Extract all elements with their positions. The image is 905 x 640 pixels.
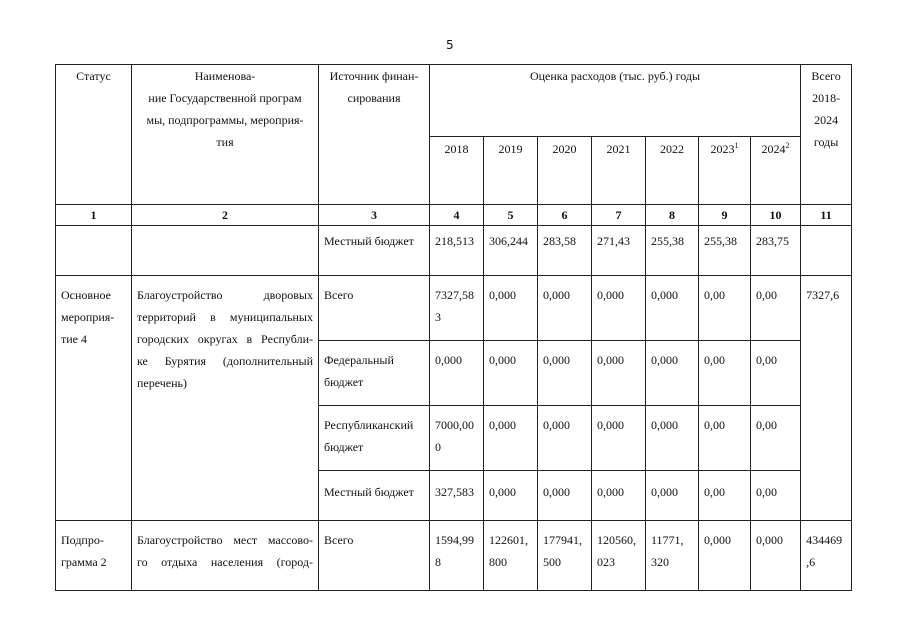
value-cell: 255,38	[699, 226, 751, 276]
subprogram2-total: 434469 ,6	[801, 521, 852, 591]
event4-status: Основное мероприя- тие 4	[56, 276, 132, 521]
value-cell: 327,583	[430, 471, 484, 521]
value-cell: 0,000	[592, 471, 646, 521]
value-cell: 0,00	[751, 341, 801, 406]
value-cell: 0,00	[751, 406, 801, 471]
value-cell: 7327,58 3	[430, 276, 484, 341]
value-cell: 271,43	[592, 226, 646, 276]
value-cell: 0,000	[538, 406, 592, 471]
year-2022: 2022	[646, 137, 699, 205]
value-cell: 0,000	[484, 471, 538, 521]
col-num: 7	[592, 205, 646, 226]
year-2024: 2024$^2$	[751, 137, 801, 205]
value-cell: 0,000	[484, 406, 538, 471]
page-number: 5	[446, 38, 454, 52]
value-cell: 0,00	[751, 471, 801, 521]
header-row	[56, 65, 852, 137]
value-cell: 0,000	[430, 341, 484, 406]
value-cell: 0,000	[646, 341, 699, 406]
col-num: 9	[699, 205, 751, 226]
year-2019: 2019	[484, 137, 538, 205]
value-cell: 0,00	[699, 406, 751, 471]
value-cell: 0,000	[538, 341, 592, 406]
value-cell: 7000,00 0	[430, 406, 484, 471]
year-2021: 2021	[592, 137, 646, 205]
source-cell: Федеральный бюджет	[319, 341, 430, 406]
value-cell: 0,000	[646, 406, 699, 471]
source-cell: Местный бюджет	[319, 471, 430, 521]
col-num: 5	[484, 205, 538, 226]
value-cell: 0,00	[699, 341, 751, 406]
value-cell: 0,00	[699, 276, 751, 341]
value-cell: 0,000	[592, 341, 646, 406]
event4-row-total	[56, 276, 852, 341]
col-num: 3	[319, 205, 430, 226]
value-cell: 0,000	[484, 341, 538, 406]
value-cell: 255,38	[646, 226, 699, 276]
col-num: 10	[751, 205, 801, 226]
col-num: 2	[132, 205, 319, 226]
value-cell: 283,58	[538, 226, 592, 276]
subprogram2-name: Благоустройство мест массово- го отдыха населения (город-	[132, 521, 319, 591]
value-cell: 11771, 320	[646, 521, 699, 591]
value-cell: 0,00	[751, 276, 801, 341]
event4-total: 7327,6	[801, 276, 852, 521]
col-num: 1	[56, 205, 132, 226]
year-2018: 2018	[430, 137, 484, 205]
col-num: 4	[430, 205, 484, 226]
value-cell: 0,000	[646, 276, 699, 341]
value-cell: 0,000	[538, 276, 592, 341]
value-cell: 0,000	[592, 276, 646, 341]
col-num: 8	[646, 205, 699, 226]
source-cell: Местный бюджет	[319, 226, 430, 276]
value-cell: 283,75	[751, 226, 801, 276]
value-cell: 1594,99 8	[430, 521, 484, 591]
value-cell: 218,513	[430, 226, 484, 276]
column-number-row	[56, 205, 852, 226]
value-cell: 122601, 800	[484, 521, 538, 591]
local-budget-row	[56, 226, 852, 276]
source-cell: Всего	[319, 276, 430, 341]
header-status: Статус	[56, 65, 132, 205]
header-total: Всего 2018- 2024 годы	[801, 65, 852, 205]
subprogram2-row	[56, 521, 852, 591]
source-cell: Всего	[319, 521, 430, 591]
value-cell: 0,000	[538, 471, 592, 521]
value-cell: 0,000	[484, 276, 538, 341]
event4-name: Благоустройство дворовых территорий в муниципальных городских округах в Республи- ке Бурятия (дополнительный перечень)	[132, 276, 319, 521]
year-2023: 2023$^1$	[699, 137, 751, 205]
year-2020: 2020	[538, 137, 592, 205]
value-cell: 177941, 500	[538, 521, 592, 591]
budget-table	[55, 64, 852, 591]
col-num: 6	[538, 205, 592, 226]
value-cell: 120560, 023	[592, 521, 646, 591]
value-cell: 0,000	[646, 471, 699, 521]
header-estimate: Оценка расходов (тыс. руб.) годы	[430, 65, 801, 137]
header-source: Источник финан- сирования	[319, 65, 430, 205]
value-cell: 0,00	[699, 471, 751, 521]
source-cell: Республиканский бюджет	[319, 406, 430, 471]
value-cell: 0,000	[592, 406, 646, 471]
header-name: Наименова- ние Государственной програм мы, подпрограммы, мероприя- тия	[132, 65, 319, 205]
value-cell: 0,000	[751, 521, 801, 591]
value-cell: 306,244	[484, 226, 538, 276]
col-num: 11	[801, 205, 852, 226]
subprogram2-status: Подпро- грамма 2	[56, 521, 132, 591]
value-cell: 0,000	[699, 521, 751, 591]
